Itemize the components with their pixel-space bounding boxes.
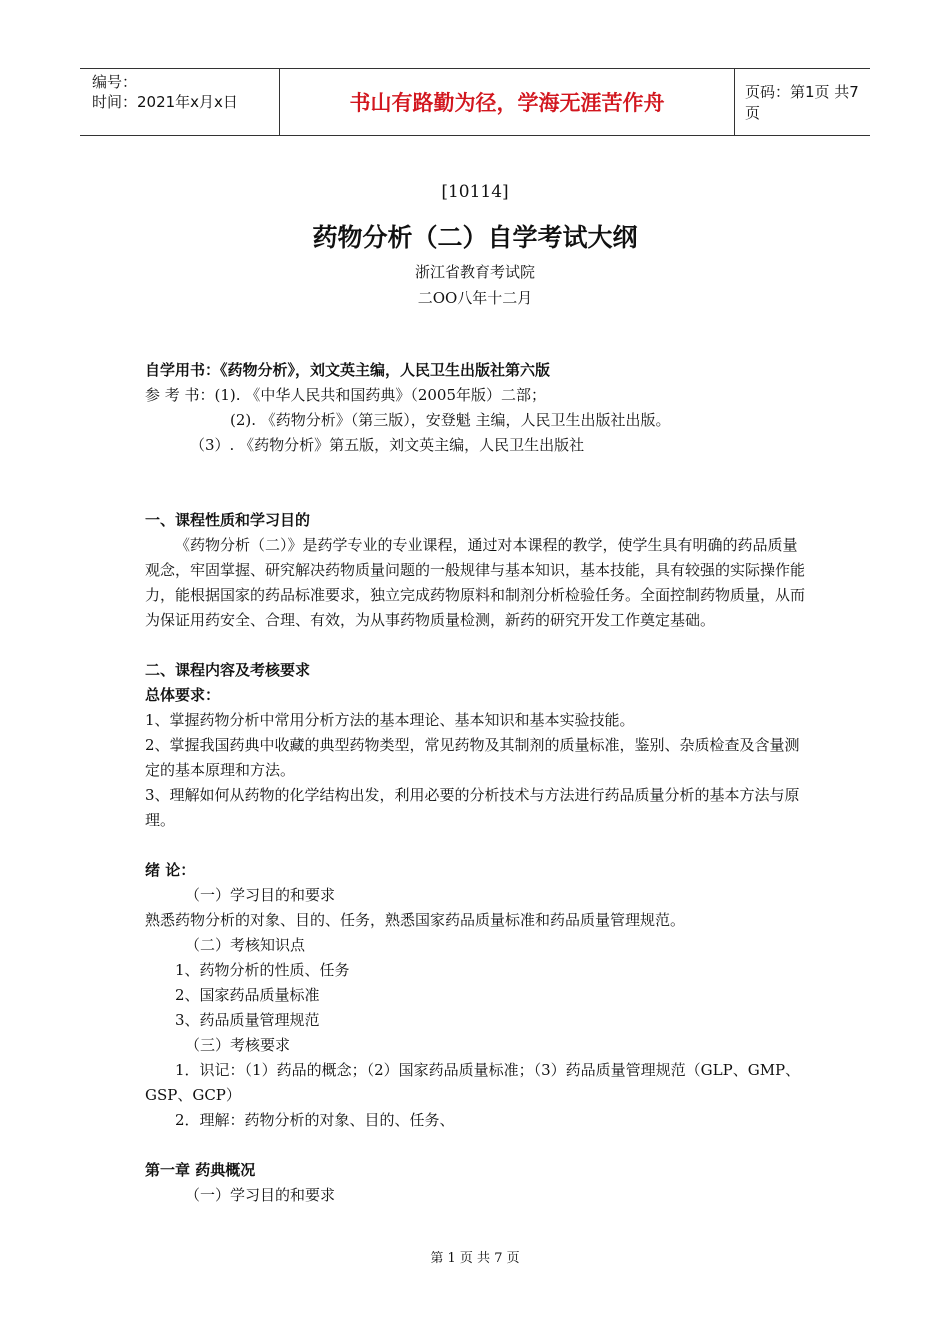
reference-1: 参 考 书：(1). 《中华人民共和国药典》（2005年版）二部； bbox=[145, 386, 546, 404]
section1-heading: 一、课程性质和学习目的 bbox=[145, 511, 311, 529]
page-label: 页码：第1页 共7页 bbox=[745, 83, 859, 122]
intro-heading: 绪 论： bbox=[145, 861, 196, 879]
doc-title: 药物分析（二）自学考试大纲 bbox=[312, 223, 638, 252]
knowledge-point-1: 1、药物分析的性质、任务 bbox=[175, 961, 350, 979]
requirement-1: 1、掌握药物分析中常用分析方法的基本理论、基本知识和基本实验技能。 bbox=[145, 711, 635, 729]
reference-3: （3）. 《药物分析》第五版，刘文英主编，人民卫生出版社 bbox=[190, 436, 585, 454]
page-header bbox=[80, 68, 870, 136]
header-meta bbox=[80, 69, 280, 135]
requirement-3: 3、理解如何从药物的化学结构出发，利用必要的分析技术与方法进行药品质量分析的基本方法与原理。 bbox=[145, 786, 800, 829]
exam-requirement-1: 1．识记：（1）药品的概念；（2）国家药品质量标准；（3）药品质量管理规范（GLP、GMP、GSP、GCP） bbox=[145, 1061, 801, 1104]
section2-heading: 二、课程内容及考核要求 bbox=[145, 661, 311, 679]
section2-subheading: 总体要求： bbox=[145, 686, 221, 704]
knowledge-point-3: 3、药品质量管理规范 bbox=[175, 1011, 320, 1029]
time-label: 时间：2021年x月x日 bbox=[92, 93, 238, 111]
knowledge-point-2: 2、国家药品质量标准 bbox=[175, 986, 320, 1004]
section1-paragraph: 《药物分析（二）》是药学专业的专业课程，通过对本课程的教学，使学生具有明确的药品质量观念，牢固掌握、研究解决药物质量问题的一般规律与基本知识，基本技能，具有较强的实际操作能力，能根据国家的药品标准要求，独立完成药物原料和制剂分析检验任务。全面控制药物质量，从而为保证用药安全、合理、有效，为从事药物质量检测，新药的研究开发工作奠定基础。 bbox=[145, 536, 806, 629]
exam-requirement-2: 2．理解：药物分析的对象、目的、任务、 bbox=[175, 1111, 455, 1129]
chapter1-sub1: （一）学习目的和要求 bbox=[185, 1186, 336, 1204]
intro-sub3: （三）考核要求 bbox=[185, 1036, 291, 1054]
document-body bbox=[145, 358, 810, 1208]
header-motto-cell bbox=[280, 69, 735, 135]
number-label: 编号： bbox=[92, 73, 138, 91]
chapter1-heading: 第一章 药典概况 bbox=[145, 1161, 256, 1179]
doc-org: 浙江省教育考试院 bbox=[414, 263, 535, 281]
doc-code: [10114] bbox=[441, 182, 509, 202]
motto: 书山有路勤为径，学海无涯苦作舟 bbox=[349, 91, 665, 115]
intro-sub1-text: 熟悉药物分析的对象、目的、任务，熟悉国家药品质量标准和药品质量管理规范。 bbox=[145, 911, 686, 929]
textbook-line: 自学用书：《药物分析》，刘文英主编，人民卫生出版社第六版 bbox=[145, 361, 551, 379]
intro-sub2: （二）考核知识点 bbox=[185, 936, 306, 954]
header-page-cell bbox=[735, 69, 870, 135]
intro-sub1: （一）学习目的和要求 bbox=[185, 886, 336, 904]
requirement-2: 2、掌握我国药典中收藏的典型药物类型，常见药物及其制剂的质量标准，鉴别、杂质检查及含量测定的基本原理和方法。 bbox=[145, 736, 800, 779]
reference-2: (2). 《药物分析》（第三版），安登魁 主编，人民卫生出版社出版。 bbox=[230, 411, 671, 429]
page-footer: 第 1 页 共 7 页 bbox=[430, 1251, 520, 1266]
doc-date: 二OO八年十二月 bbox=[417, 289, 533, 307]
